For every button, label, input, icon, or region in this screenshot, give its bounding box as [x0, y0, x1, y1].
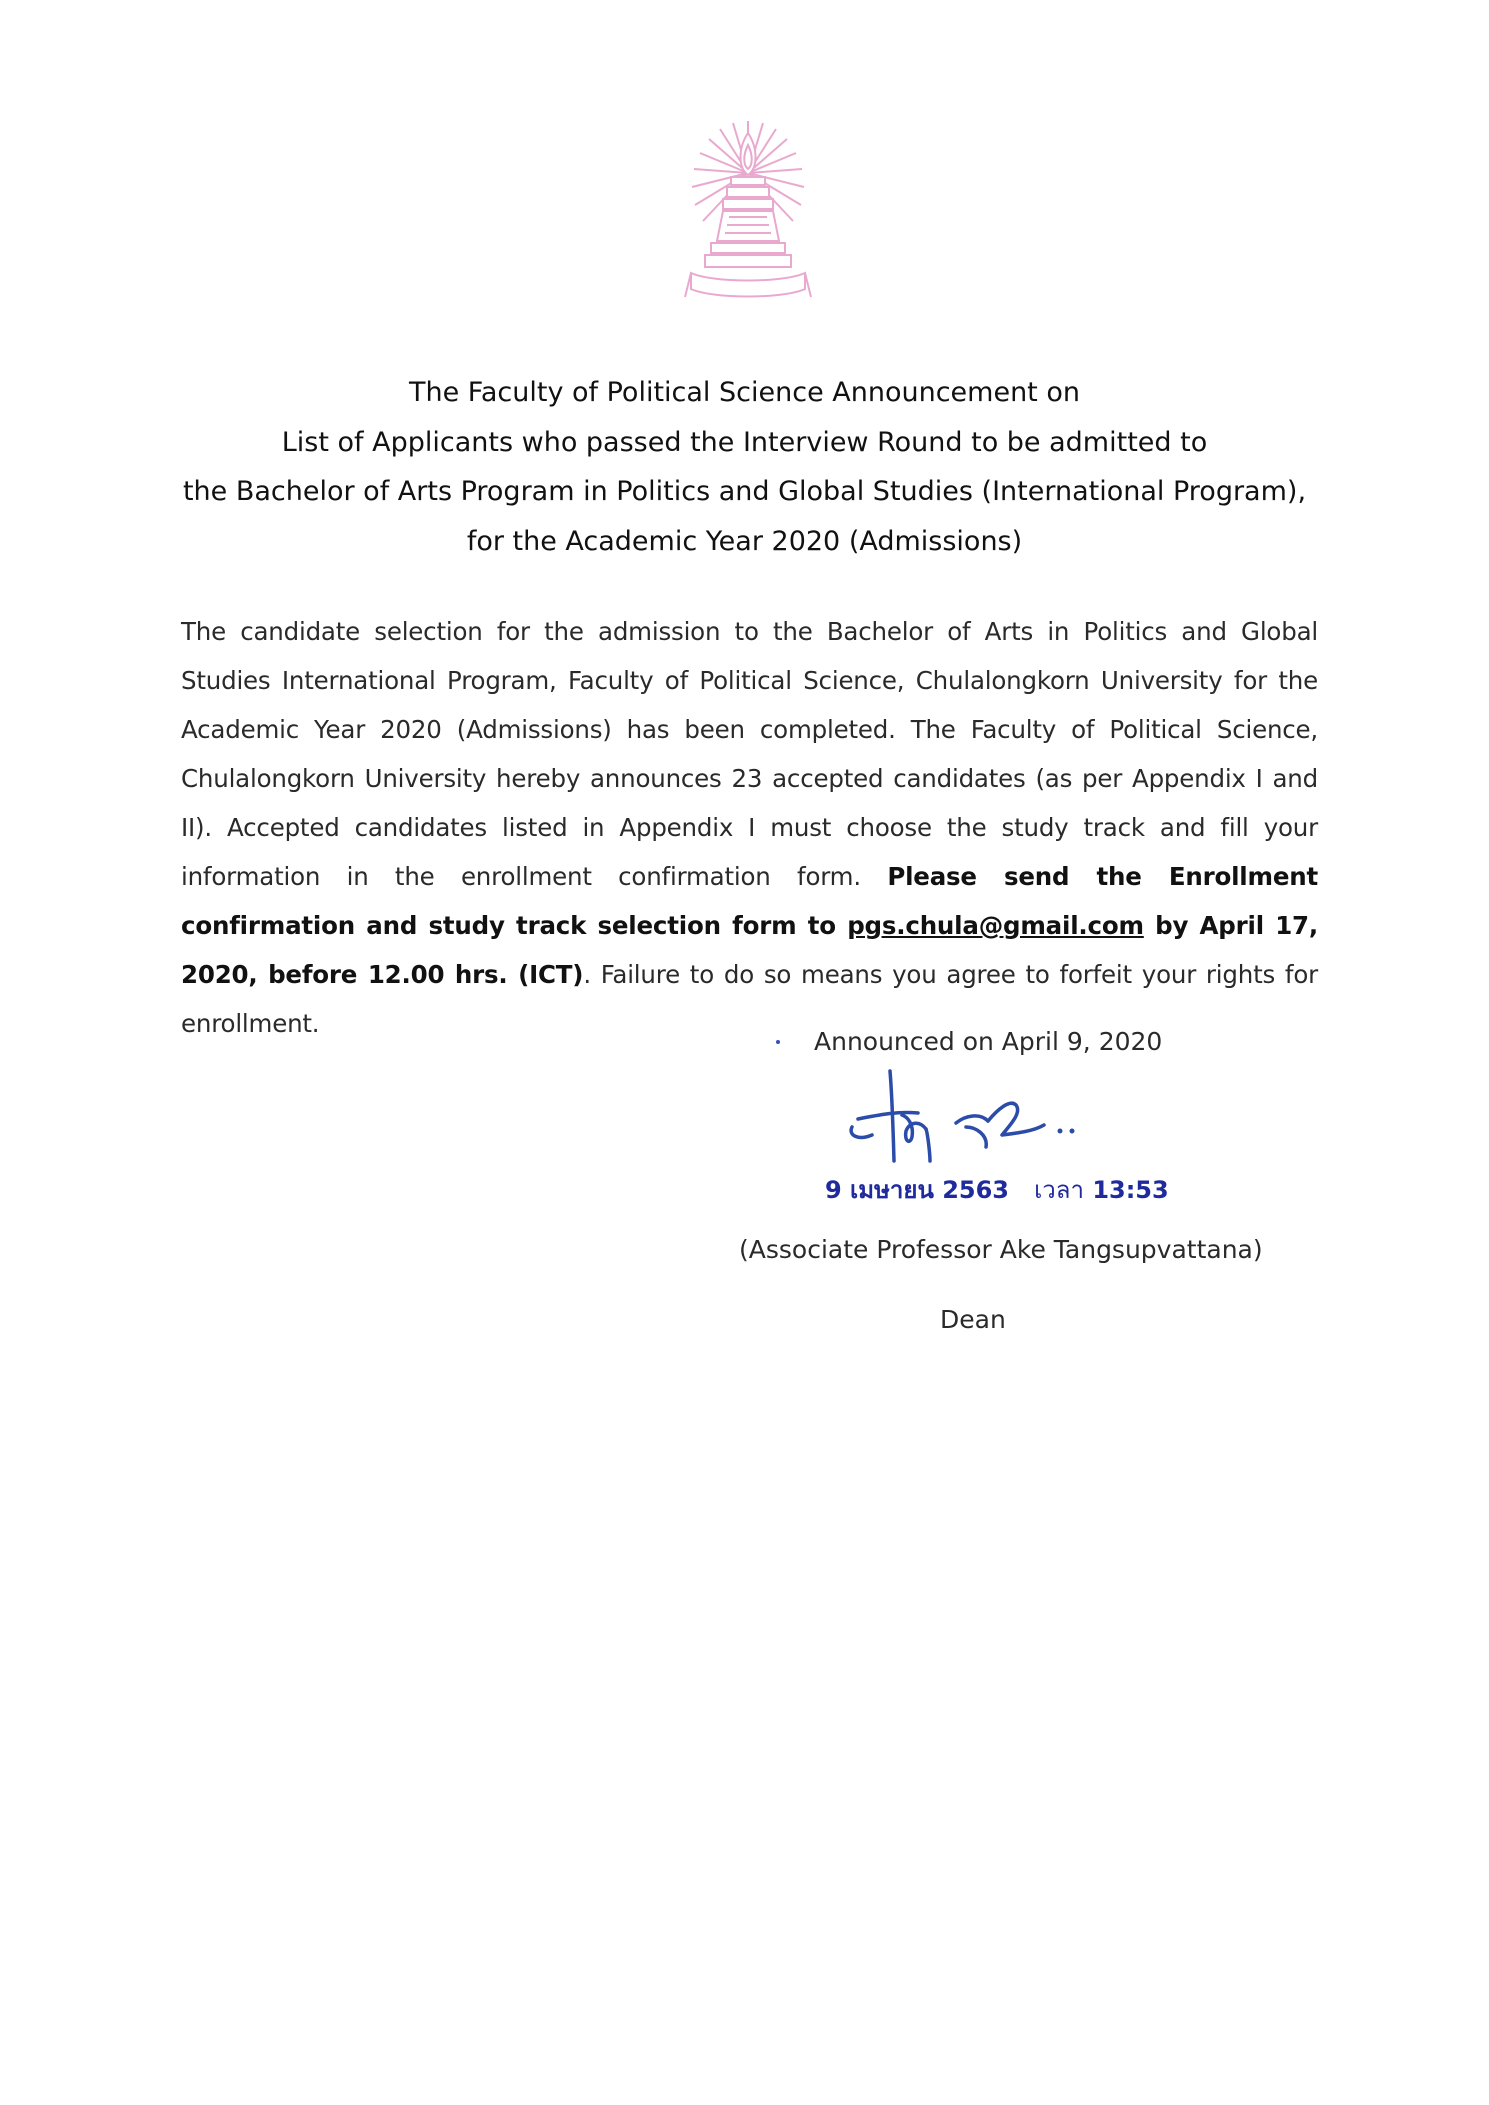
announcement-title [120, 368, 1369, 566]
body-text-intro: The candidate selection for the admission to the Bachelor of Arts in Politics and Global Studies International Program, Faculty of Political Science, Chulalongkorn University for the Academic Year 2020 (Admissions) has been completed. The Faculty of Political Science, Chulalongkorn University hereby announces 23 accepted candidates (as per Appendix I and II). Accepted candidates listed in Appendix I must choose the study track and fill your information in the enrollment confirmation form. [181, 617, 1318, 891]
bullet-dot [776, 1040, 780, 1044]
body-bold-deadline: by April 17, 2020, before 12.00 hrs. (ICT) [181, 911, 1319, 989]
signature-date-thai: 9 เมษายน 2563 [825, 1176, 1009, 1204]
dean-name: (Associate Professor Ake Tangsupvattana) [739, 1235, 1263, 1264]
title-line-2: List of Applicants who passed the Interview Round to be admitted to [281, 426, 1208, 458]
announced-date: Announced on April 9, 2020 [814, 1027, 1163, 1056]
announcement-body [181, 607, 1318, 1048]
title-line-3: the Bachelor of Arts Program in Politics and Global Studies (International Program), [182, 476, 1307, 507]
signature-time-value: 13:53 [1092, 1176, 1169, 1204]
university-emblem-icon [683, 113, 813, 299]
dean-title: Dean [940, 1305, 1006, 1334]
signature-date [825, 1170, 1169, 1210]
dean-signature [838, 1065, 1106, 1165]
title-line-4: for the Academic Year 2020 (Admissions) [466, 525, 1023, 557]
email-link[interactable]: pgs.chula@gmail.com [847, 911, 1144, 940]
title-line-1: The Faculty of Political Science Announcement on [409, 377, 1080, 408]
body-text-closing: . Failure to do so means you agree to forfeit your rights for enrollment. [181, 960, 1318, 1038]
body-bold-instruction: Please send the Enrollment confirmation and study track selection form to [181, 862, 1319, 940]
signature-time-label: เวลา [1034, 1176, 1084, 1204]
